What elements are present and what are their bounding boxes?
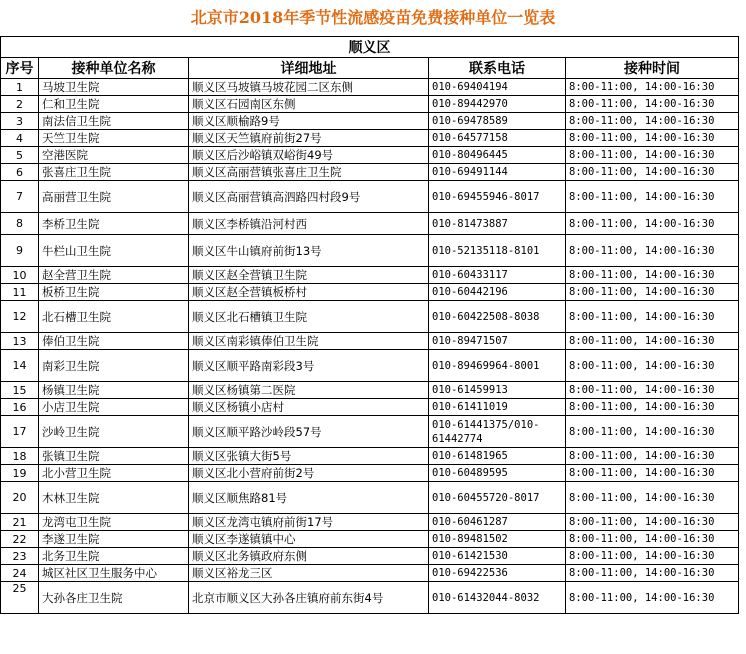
clinic-address: 顺义区石园南区东侧 [189, 96, 429, 113]
clinic-address: 顺义区赵全营镇卫生院 [189, 267, 429, 284]
table-row [1, 350, 739, 382]
clinic-address: 顺义区赵全营镇板桥村 [189, 284, 429, 301]
row-number: 3 [1, 113, 39, 130]
clinic-name: 李遂卫生院 [39, 531, 189, 548]
col-header-phone: 联系电话 [429, 58, 566, 79]
clinic-address: 顺义区龙湾屯镇府前街17号 [189, 514, 429, 531]
clinic-phone: 010-89442970 [429, 96, 566, 113]
table-row [1, 181, 739, 213]
row-number: 22 [1, 531, 39, 548]
clinic-address: 顺义区北务镇政府东侧 [189, 548, 429, 565]
clinic-phone: 010-60489595 [429, 465, 566, 482]
clinic-address: 顺义区高丽营镇高泗路四村段9号 [189, 181, 429, 213]
row-number: 20 [1, 482, 39, 514]
clinic-name: 南彩卫生院 [39, 350, 189, 382]
table-row [1, 448, 739, 465]
vaccination-time: 8:00-11:00, 14:00-16:30 [566, 113, 739, 130]
vaccination-time: 8:00-11:00, 14:00-16:30 [566, 130, 739, 147]
clinic-address: 顺义区李桥镇沿河村西 [189, 213, 429, 235]
clinic-address: 顺义区马坡镇马坡花园二区东侧 [189, 79, 429, 96]
district-header: 顺义区 [1, 37, 739, 58]
clinic-phone: 010-69455946-8017 [429, 181, 566, 213]
row-number: 12 [1, 301, 39, 333]
clinic-phone: 010-89481502 [429, 531, 566, 548]
clinic-address: 顺义区高丽营镇张喜庄卫生院 [189, 164, 429, 181]
clinic-phone: 010-69478589 [429, 113, 566, 130]
table-row [1, 416, 739, 448]
clinic-name: 北务卫生院 [39, 548, 189, 565]
clinic-phone: 010-60422508-8038 [429, 301, 566, 333]
clinic-phone: 010-60433117 [429, 267, 566, 284]
clinic-address: 顺义区牛山镇府前街13号 [189, 235, 429, 267]
row-number: 13 [1, 333, 39, 350]
clinic-name: 龙湾屯卫生院 [39, 514, 189, 531]
vaccination-time: 8:00-11:00, 14:00-16:30 [566, 382, 739, 399]
clinic-address: 顺义区李遂镇镇中心 [189, 531, 429, 548]
row-number: 6 [1, 164, 39, 181]
table-row [1, 531, 739, 548]
clinic-address: 顺义区天竺镇府前街27号 [189, 130, 429, 147]
clinic-name: 张镇卫生院 [39, 448, 189, 465]
clinic-phone: 010-60461287 [429, 514, 566, 531]
clinic-phone: 010-60442196 [429, 284, 566, 301]
table-row [1, 382, 739, 399]
clinic-phone: 010-61421530 [429, 548, 566, 565]
table-row [1, 130, 739, 147]
clinic-name: 李桥卫生院 [39, 213, 189, 235]
clinic-phone: 010-69404194 [429, 79, 566, 96]
row-number: 5 [1, 147, 39, 164]
table-row [1, 96, 739, 113]
clinic-phone: 010-61411019 [429, 399, 566, 416]
clinic-phone: 010-69491144 [429, 164, 566, 181]
vaccination-time: 8:00-11:00, 14:00-16:30 [566, 514, 739, 531]
clinic-name: 牛栏山卫生院 [39, 235, 189, 267]
clinic-address: 顺义区后沙峪镇双峪街49号 [189, 147, 429, 164]
vaccination-time: 8:00-11:00, 14:00-16:30 [566, 284, 739, 301]
vaccination-time: 8:00-11:00, 14:00-16:30 [566, 333, 739, 350]
clinic-name: 仁和卫生院 [39, 96, 189, 113]
clinic-name: 木林卫生院 [39, 482, 189, 514]
table-row [1, 79, 739, 96]
row-number: 11 [1, 284, 39, 301]
clinic-phone: 010-52135118-8101 [429, 235, 566, 267]
clinic-phone: 010-61459913 [429, 382, 566, 399]
clinic-address: 顺义区杨镇小店村 [189, 399, 429, 416]
clinic-address: 顺义区顺焦路81号 [189, 482, 429, 514]
table-row [1, 113, 739, 130]
row-number: 4 [1, 130, 39, 147]
row-number: 15 [1, 382, 39, 399]
clinic-address: 顺义区北小营府前街2号 [189, 465, 429, 482]
vaccination-time: 8:00-11:00, 14:00-16:30 [566, 301, 739, 333]
row-number: 21 [1, 514, 39, 531]
row-number: 8 [1, 213, 39, 235]
clinic-phone: 010-61432044-8032 [429, 582, 566, 614]
vaccination-time: 8:00-11:00, 14:00-16:30 [566, 96, 739, 113]
col-header-address: 详细地址 [189, 58, 429, 79]
vaccination-time: 8:00-11:00, 14:00-16:30 [566, 164, 739, 181]
row-number: 24 [1, 565, 39, 582]
table-row [1, 301, 739, 333]
row-number: 25 [1, 582, 39, 614]
clinic-phone: 010-81473887 [429, 213, 566, 235]
clinic-phone: 010-89469964-8001 [429, 350, 566, 382]
vaccination-time: 8:00-11:00, 14:00-16:30 [566, 181, 739, 213]
row-number: 10 [1, 267, 39, 284]
row-number: 23 [1, 548, 39, 565]
clinic-address: 顺义区裕龙三区 [189, 565, 429, 582]
row-number: 17 [1, 416, 39, 448]
table-body [1, 79, 739, 614]
page-title: 北京市2018年季节性流感疫苗免费接种单位一览表 [190, 8, 556, 27]
col-header-name: 接种单位名称 [39, 58, 189, 79]
clinic-name: 马坡卫生院 [39, 79, 189, 96]
clinic-phone: 010-69422536 [429, 565, 566, 582]
clinic-phone: 010-80496445 [429, 147, 566, 164]
vaccination-time: 8:00-11:00, 14:00-16:30 [566, 147, 739, 164]
clinic-table [0, 36, 739, 614]
clinic-name: 高丽营卫生院 [39, 181, 189, 213]
clinic-name: 沙岭卫生院 [39, 416, 189, 448]
row-number: 16 [1, 399, 39, 416]
clinic-name: 小店卫生院 [39, 399, 189, 416]
clinic-address: 顺义区杨镇第二医院 [189, 382, 429, 399]
clinic-name: 天竺卫生院 [39, 130, 189, 147]
table-row [1, 284, 739, 301]
vaccination-time: 8:00-11:00, 14:00-16:30 [566, 213, 739, 235]
table-row [1, 164, 739, 181]
col-header-number: 序号 [1, 58, 39, 79]
row-number: 9 [1, 235, 39, 267]
vaccination-time: 8:00-11:00, 14:00-16:30 [566, 465, 739, 482]
table-row [1, 514, 739, 531]
row-number: 2 [1, 96, 39, 113]
vaccination-time: 8:00-11:00, 14:00-16:30 [566, 399, 739, 416]
vaccination-time: 8:00-11:00, 14:00-16:30 [566, 448, 739, 465]
clinic-address: 顺义区顺榆路9号 [189, 113, 429, 130]
clinic-name: 城区社区卫生服务中心 [39, 565, 189, 582]
clinic-name: 南法信卫生院 [39, 113, 189, 130]
row-number: 18 [1, 448, 39, 465]
vaccination-time: 8:00-11:00, 14:00-16:30 [566, 482, 739, 514]
table-row [1, 267, 739, 284]
clinic-name: 北石槽卫生院 [39, 301, 189, 333]
clinic-name: 板桥卫生院 [39, 284, 189, 301]
table-row [1, 582, 739, 614]
vaccination-time: 8:00-11:00, 14:00-16:30 [566, 79, 739, 96]
clinic-name: 张喜庄卫生院 [39, 164, 189, 181]
clinic-phone: 010-64577158 [429, 130, 566, 147]
clinic-address: 顺义区南彩镇俸伯卫生院 [189, 333, 429, 350]
table-row [1, 213, 739, 235]
clinic-name: 杨镇卫生院 [39, 382, 189, 399]
clinic-address: 顺义区顺平路沙岭段57号 [189, 416, 429, 448]
table-row [1, 548, 739, 565]
row-number: 7 [1, 181, 39, 213]
table-row [1, 399, 739, 416]
clinic-name: 大孙各庄卫生院 [39, 582, 189, 614]
clinic-name: 北小营卫生院 [39, 465, 189, 482]
clinic-phone: 010-61441375/010-61442774 [429, 416, 566, 448]
table-row [1, 482, 739, 514]
vaccination-time: 8:00-11:00, 14:00-16:30 [566, 235, 739, 267]
row-number: 19 [1, 465, 39, 482]
vaccination-time: 8:00-11:00, 14:00-16:30 [566, 416, 739, 448]
vaccination-time: 8:00-11:00, 14:00-16:30 [566, 582, 739, 614]
vaccination-time: 8:00-11:00, 14:00-16:30 [566, 531, 739, 548]
table-row [1, 235, 739, 267]
table-row [1, 565, 739, 582]
vaccination-time: 8:00-11:00, 14:00-16:30 [566, 350, 739, 382]
clinic-address: 顺义区顺平路南彩段3号 [189, 350, 429, 382]
vaccination-time: 8:00-11:00, 14:00-16:30 [566, 548, 739, 565]
col-header-time: 接种时间 [566, 58, 739, 79]
clinic-address: 北京市顺义区大孙各庄镇府前东街4号 [189, 582, 429, 614]
clinic-phone: 010-61481965 [429, 448, 566, 465]
clinic-phone: 010-89471507 [429, 333, 566, 350]
clinic-name: 赵全营卫生院 [39, 267, 189, 284]
clinic-address: 顺义区张镇大街5号 [189, 448, 429, 465]
clinic-phone: 010-60455720-8017 [429, 482, 566, 514]
clinic-name: 俸伯卫生院 [39, 333, 189, 350]
clinic-address: 顺义区北石槽镇卫生院 [189, 301, 429, 333]
row-number: 14 [1, 350, 39, 382]
table-row [1, 465, 739, 482]
vaccination-time: 8:00-11:00, 14:00-16:30 [566, 267, 739, 284]
table-row [1, 333, 739, 350]
row-number: 1 [1, 79, 39, 96]
vaccination-time: 8:00-11:00, 14:00-16:30 [566, 565, 739, 582]
clinic-name: 空港医院 [39, 147, 189, 164]
table-row [1, 147, 739, 164]
